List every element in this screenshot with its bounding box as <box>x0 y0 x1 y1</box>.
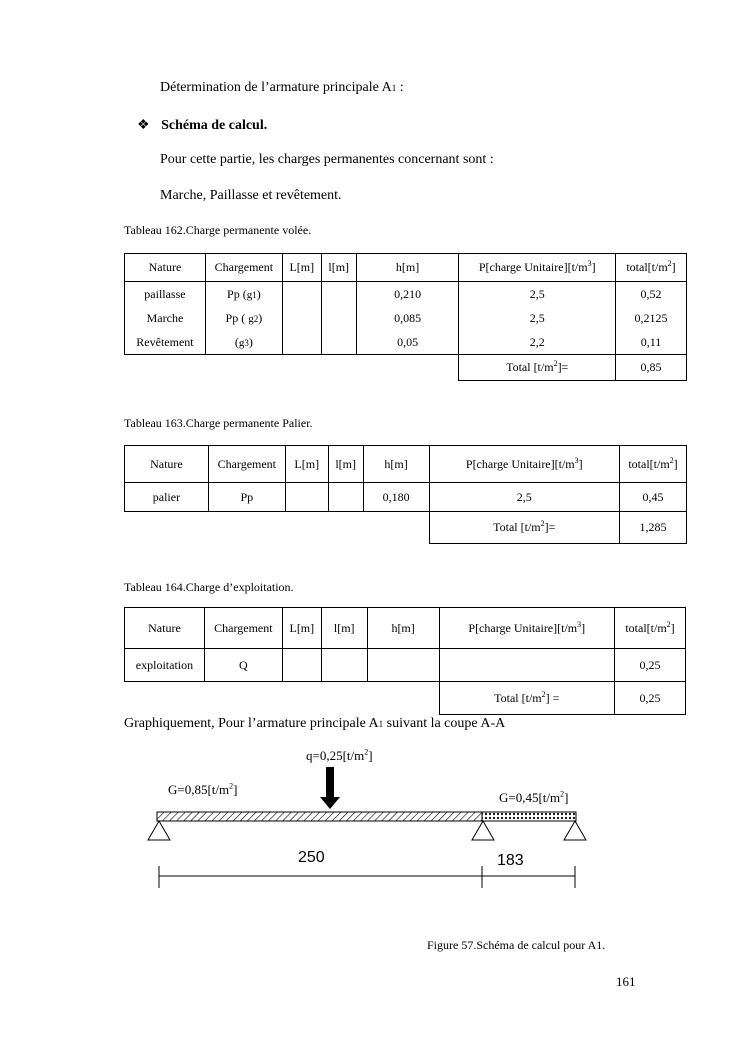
support-left-icon <box>148 821 170 840</box>
table-row: Marche Pp ( g2) 0,085 2,5 0,2125 <box>125 307 687 331</box>
col-header: P[charge $Unitaire][t/m^3]$ <box>459 254 616 282</box>
span-1-label: 250 <box>298 849 325 866</box>
table-row: Revêtement (g3) 0,05 2,2 0,11 <box>125 331 687 355</box>
support-right-icon <box>564 821 586 840</box>
figure-caption: Figure 57.Schéma de calcul pour A1. <box>427 938 606 952</box>
page-number: 161 <box>616 974 636 989</box>
q-load-label: $q=0,25[t/m^2]$ <box>306 747 373 763</box>
table-row: paillasse Pp (g1) 0,210 2,5 0,52 <box>125 282 687 307</box>
table-row: exploitation Q 0,25 <box>125 649 686 682</box>
table-header-row: Nature Chargement L[m] l[m] h[m] P[charge $Unitaire][t/m^3]$ $total[t/m^2]$ <box>125 608 686 649</box>
graph-intro: Graphiquement, Pour l’armature principale A1 suivant la coupe A-A <box>124 716 506 731</box>
g1-load-label: $G=0,85[t/m^2]$ <box>168 781 238 797</box>
col-header: l[m] <box>321 254 356 282</box>
span-2-label: 183 <box>497 852 524 869</box>
paragraph-1: Pour cette partie, les charges permanentes concernant sont : <box>160 152 494 167</box>
section-heading: ❖ Schéma de calcul. <box>137 118 268 133</box>
total-value: 1,285 <box>620 512 687 544</box>
col-header: h[m] <box>356 254 459 282</box>
col-header: L[m] <box>282 254 321 282</box>
intro-line: Détermination de l’armature principale A1 : <box>160 80 404 95</box>
g2-load-label: $G=0,45[t/m^2]$ <box>499 789 569 805</box>
total-value: 0,85 <box>616 355 687 381</box>
table164-caption: Tableau 164.Charge d’exploitation. <box>124 580 294 594</box>
col-header: Chargement <box>205 254 282 282</box>
table-total-row: Total $[t/m^2]$ = 0,25 <box>125 682 686 715</box>
beam-flight <box>157 812 482 821</box>
table163-caption: Tableau 163.Charge permanente Palier. <box>124 416 313 430</box>
bullet-icon: ❖ <box>137 118 150 133</box>
table-total-row: Total $[t/m^2]=$ 1,285 <box>125 512 687 544</box>
load-arrow-icon <box>320 767 340 809</box>
table162-caption: Tableau 162.Charge permanente volée. <box>124 223 312 237</box>
col-header: Nature <box>125 254 206 282</box>
beam-landing <box>482 812 576 821</box>
total-value: 0,25 <box>615 682 686 715</box>
support-middle-icon <box>472 821 494 840</box>
table-total-row: Total $[t/m^2]=$ 0,85 <box>125 355 687 381</box>
table-header-row: Nature Chargement L[m] l[m] h[m] P[charge $Unitaire][t/m^3]$ $total[t/m^2]$ <box>125 446 687 483</box>
col-header: $total[t/m^2]$ <box>616 254 687 282</box>
paragraph-2: Marche, Paillasse et revêtement. <box>160 188 342 203</box>
table-row: palier Pp 0,180 2,5 0,45 <box>125 483 687 512</box>
